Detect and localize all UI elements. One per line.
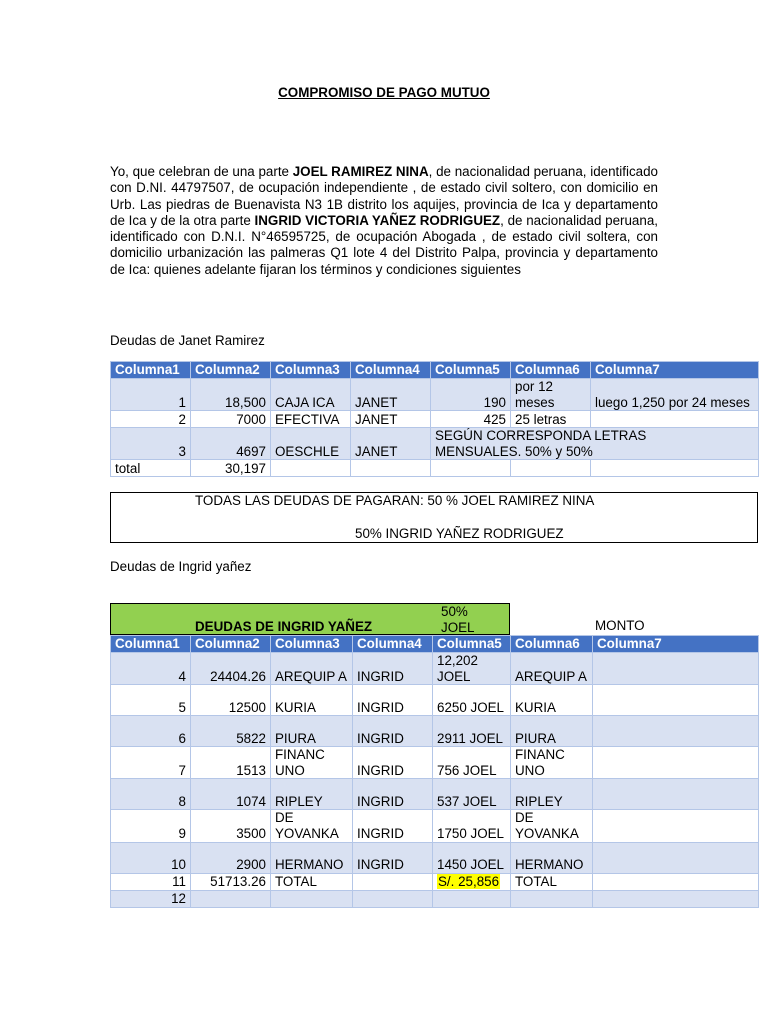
table-cell — [433, 890, 511, 907]
table-cell: DE YOVANKA — [271, 810, 353, 842]
table-cell — [593, 747, 759, 779]
table-cell: TOTAL — [511, 873, 593, 890]
banner-percentage: 50% JOEL — [441, 604, 475, 635]
column-header: Columna3 — [271, 636, 353, 653]
table-cell: 2 — [111, 411, 191, 428]
column-header: Columna5 — [431, 362, 511, 379]
table-row — [111, 810, 759, 842]
paragraph-text-3: , de nacionalidad peruana, identificado con D.N.I. N°46595725, de ocupación Abogada , de estado civil soltera, con domicilio urbanización las palmeras Q1 lote 4 del Distrito Palpa, provincia y departamento de Ica: quienes adelante fijaran los términos y condiciones siguientes — [110, 212, 658, 277]
table-cell — [191, 890, 271, 907]
table-cell: 190 — [431, 379, 511, 411]
table-cell: 12 — [111, 890, 191, 907]
table-cell: KURIA — [511, 685, 593, 716]
table-cell — [271, 890, 353, 907]
table-cell — [593, 716, 759, 747]
payment-split-note — [110, 492, 758, 543]
table-cell: 3 — [111, 428, 191, 460]
table-cell: por 12 meses — [511, 379, 591, 411]
table-cell: 425 — [431, 411, 511, 428]
table-cell: 12500 — [191, 685, 271, 716]
table-cell: JANET — [351, 428, 431, 460]
table-cell: 5 — [111, 685, 191, 716]
highlighted-total: S/. 25,856 — [438, 873, 500, 889]
table-cell — [593, 685, 759, 716]
table-row — [111, 379, 759, 411]
monto-label: MONTO — [595, 618, 645, 633]
table-row — [111, 890, 759, 907]
table-cell: FINANC UNO — [511, 747, 593, 779]
ingrid-debts-table — [110, 635, 759, 908]
paragraph-text-1: Yo, que celebran de una parte — [110, 164, 293, 179]
column-header: Columna6 — [511, 362, 591, 379]
table-cell: OESCHLE — [271, 428, 351, 460]
agreement-paragraph — [110, 164, 658, 278]
table-cell: CAJA ICA — [271, 379, 351, 411]
column-header: Columna7 — [591, 362, 759, 379]
column-header: Columna1 — [111, 362, 191, 379]
table-cell: INGRID — [353, 653, 433, 685]
table-cell: PIURA — [271, 716, 353, 747]
table-cell — [511, 890, 593, 907]
ingrid-debts-banner — [110, 603, 758, 635]
table-cell: 756 JOEL — [433, 747, 511, 779]
janet-debts-table — [110, 361, 759, 477]
table-header-row — [111, 636, 759, 653]
table-cell: 6 — [111, 716, 191, 747]
table-cell: EFECTIVA — [271, 411, 351, 428]
table-cell: AREQUIP A — [511, 653, 593, 685]
table-cell — [593, 779, 759, 810]
table-cell: 24404.26 — [191, 653, 271, 685]
column-header: Columna7 — [593, 636, 759, 653]
green-banner — [110, 603, 510, 635]
banner-title: DEUDAS DE INGRID YAÑEZ — [195, 619, 373, 634]
table-cell: 1450 JOEL — [433, 842, 511, 873]
table-cell: 51713.26 — [191, 873, 271, 890]
table-cell: 8 — [111, 779, 191, 810]
table-cell: 3500 — [191, 810, 271, 842]
column-header: Columna5 — [433, 636, 511, 653]
column-header: Columna3 — [271, 362, 351, 379]
table-cell: 4 — [111, 653, 191, 685]
column-header: Columna4 — [351, 362, 431, 379]
table-cell: 18,500 — [191, 379, 271, 411]
table-row — [111, 842, 759, 873]
table-cell: RIPLEY — [511, 779, 593, 810]
table-cell: 1750 JOEL — [433, 810, 511, 842]
table-cell — [593, 890, 759, 907]
section-ingrid-title: Deudas de Ingrid yañez — [110, 559, 252, 574]
total-value: 30,197 — [191, 460, 271, 477]
table-row — [111, 716, 759, 747]
column-header: Columna2 — [191, 636, 271, 653]
table-cell: JANET — [351, 379, 431, 411]
table-cell: TOTAL — [271, 873, 353, 890]
table-cell: 2900 — [191, 842, 271, 873]
table-row — [111, 653, 759, 685]
table-row — [111, 873, 759, 890]
table-total-row — [111, 460, 759, 477]
table-cell: 12,202 JOEL — [433, 653, 511, 685]
party-ingrid-name: INGRID VICTORIA YAÑEZ RODRIGUEZ — [254, 212, 501, 228]
table-cell: 7 — [111, 747, 191, 779]
table-cell: 7000 — [191, 411, 271, 428]
table-cell — [593, 810, 759, 842]
column-header: Columna4 — [353, 636, 433, 653]
table-cell: 537 JOEL — [433, 779, 511, 810]
table-cell: HERMANO — [271, 842, 353, 873]
table-row — [111, 411, 759, 428]
table-header-row — [111, 362, 759, 379]
table-cell — [593, 873, 759, 890]
document-title: COMPROMISO DE PAGO MUTUO — [278, 85, 490, 100]
table-cell: INGRID — [353, 685, 433, 716]
table-cell: 5822 — [191, 716, 271, 747]
table-cell: 1 — [111, 379, 191, 411]
table-cell: 25 letras — [511, 411, 591, 428]
table-cell: PIURA — [511, 716, 593, 747]
table-cell: INGRID — [353, 842, 433, 873]
table-cell: 4697 — [191, 428, 271, 460]
table-cell: INGRID — [353, 810, 433, 842]
table-cell: DE YOVANKA — [511, 810, 593, 842]
table-cell: KURIA — [271, 685, 353, 716]
column-header: Columna6 — [511, 636, 593, 653]
table-cell: INGRID — [353, 716, 433, 747]
table-cell: AREQUIP A — [271, 653, 353, 685]
column-header: Columna2 — [191, 362, 271, 379]
table-cell: 9 — [111, 810, 191, 842]
note-line-1: TODAS LAS DEUDAS DE PAGARAN: 50 % JOEL RAMIREZ NINA — [195, 493, 595, 508]
table-cell: 6250 JOEL — [433, 685, 511, 716]
table-row — [111, 685, 759, 716]
column-header: Columna1 — [111, 636, 191, 653]
table-cell: JANET — [351, 411, 431, 428]
section-janet-title: Deudas de Janet Ramirez — [110, 333, 265, 348]
table-cell: INGRID — [353, 747, 433, 779]
table-cell: 2911 JOEL — [433, 716, 511, 747]
note-line-2: 50% INGRID YAÑEZ RODRIGUEZ — [355, 526, 564, 541]
table-cell — [433, 873, 511, 890]
table-row — [111, 779, 759, 810]
paragraph-text-2: , de nacionalidad peruana, identificado con D.NI. 44797507, de ocupación independiente , de estado civil soltero, con domicilio en Urb. Las piedras de Buenavista N3 1B distrito los aquijes, provincia de Ica y departamento de Ica y de la otra parte — [110, 164, 658, 228]
table-cell: 1513 — [191, 747, 271, 779]
table-cell — [353, 873, 433, 890]
table-cell: RIPLEY — [271, 779, 353, 810]
table-cell: FINANC UNO — [271, 747, 353, 779]
table-cell: 10 — [111, 842, 191, 873]
table-cell — [593, 842, 759, 873]
table-row — [111, 428, 759, 460]
party-joel-name: JOEL RAMIREZ NINA — [292, 164, 429, 179]
table-cell: INGRID — [353, 779, 433, 810]
table-cell: luego 1,250 por 24 meses — [591, 379, 759, 411]
table-cell-merged: SEGÚN CORRESPONDA LETRAS MENSUALES. 50% y 50% — [431, 428, 759, 460]
total-label: total — [111, 460, 191, 477]
table-cell — [591, 411, 759, 428]
table-cell — [593, 653, 759, 685]
table-cell: HERMANO — [511, 842, 593, 873]
table-cell — [353, 890, 433, 907]
table-cell: 11 — [111, 873, 191, 890]
table-row — [111, 747, 759, 779]
table-cell: 1074 — [191, 779, 271, 810]
